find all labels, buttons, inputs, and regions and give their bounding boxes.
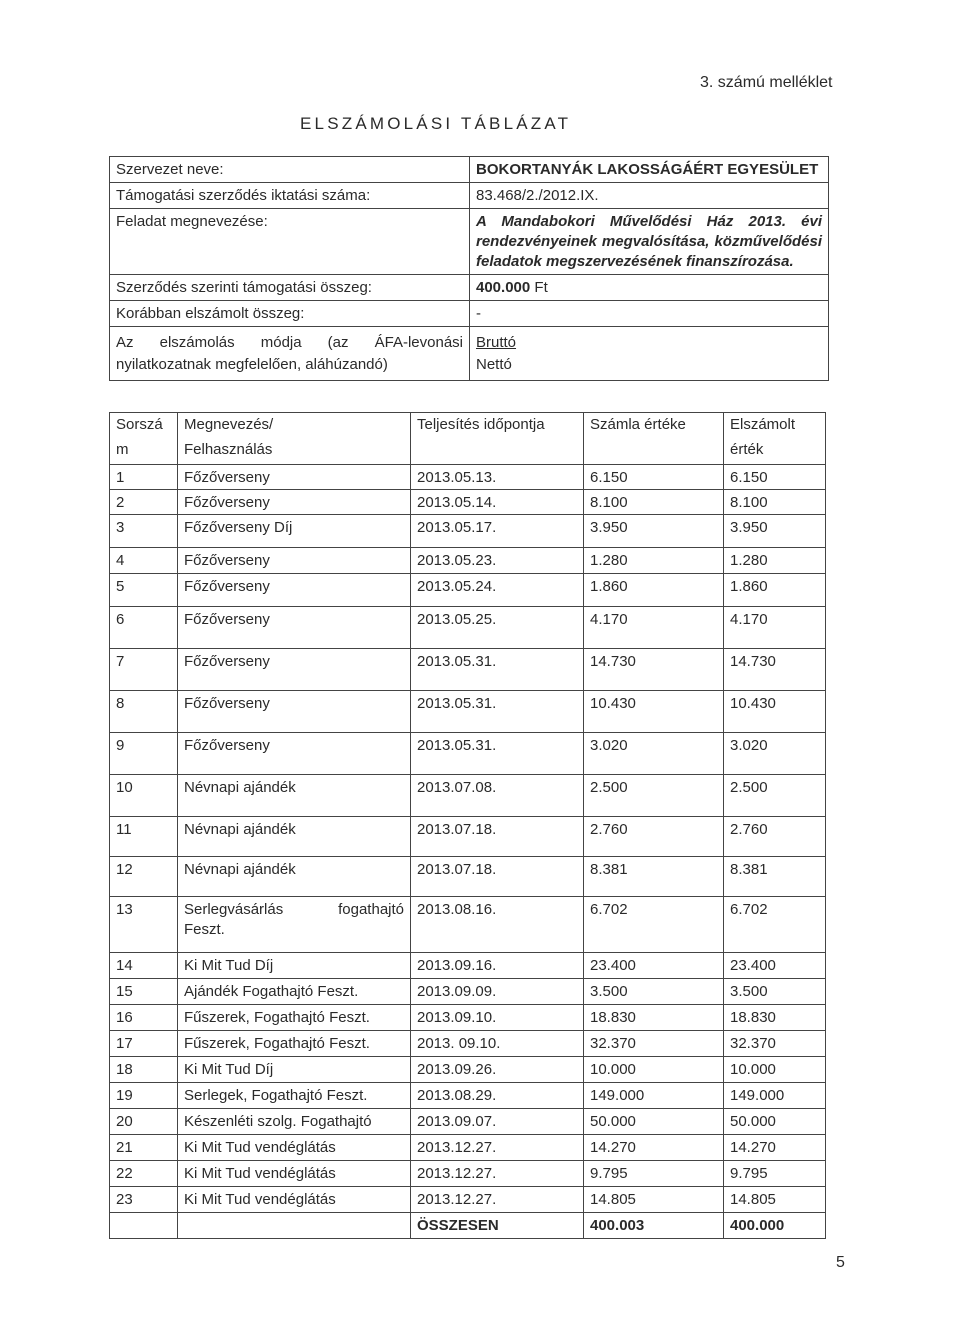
header-invoice: Számla értéke	[584, 413, 724, 465]
table-row	[110, 607, 826, 649]
row-settled-value: 8.381	[724, 857, 826, 897]
row-number: 18	[110, 1057, 178, 1083]
row-invoice-value: 14.805	[584, 1187, 724, 1213]
task-label: Feladat megnevezése:	[110, 209, 470, 275]
method-options	[470, 327, 829, 381]
row-description: Ki Mit Tud vendéglátás	[178, 1161, 411, 1187]
total-invoice: 400.003	[584, 1213, 724, 1239]
table-row	[110, 897, 826, 953]
total-label: ÖSSZESEN	[411, 1213, 584, 1239]
row-date: 2013.05.24.	[411, 574, 584, 607]
row-date: 2013.05.13.	[411, 465, 584, 490]
row-date: 2013.12.27.	[411, 1187, 584, 1213]
table-row	[110, 1161, 826, 1187]
table-row	[110, 979, 826, 1005]
method-label-line-1: Az elszámolás módja (az ÁFA-levonási	[116, 334, 463, 351]
page-number: 5	[836, 1254, 845, 1271]
header-number-line-2: m	[116, 441, 129, 458]
row-invoice-value: 2.760	[584, 817, 724, 857]
row-number: 22	[110, 1161, 178, 1187]
row-settled-value: 14.730	[724, 649, 826, 691]
row-settled-value: 3.500	[724, 979, 826, 1005]
total-row	[110, 1213, 826, 1239]
info-row-task	[110, 209, 829, 275]
row-number: 4	[110, 548, 178, 574]
table-row	[110, 1031, 826, 1057]
document-title: ELSZÁMOLÁSI TÁBLÁZAT	[300, 114, 572, 133]
table-row	[110, 1135, 826, 1161]
row-date: 2013.09.07.	[411, 1109, 584, 1135]
row-settled-value: 10.000	[724, 1057, 826, 1083]
table-row	[110, 817, 826, 857]
row-invoice-value: 10.000	[584, 1057, 724, 1083]
row-number: 2	[110, 490, 178, 515]
row-settled-value: 2.760	[724, 817, 826, 857]
task-line-3: feladatok megszervezésének finanszírozása.	[476, 253, 794, 270]
row-description-part-b: fogathajtó	[338, 901, 404, 918]
row-invoice-value: 10.430	[584, 691, 724, 733]
row-invoice-value: 4.170	[584, 607, 724, 649]
row-number: 19	[110, 1083, 178, 1109]
row-settled-value: 6.702	[724, 897, 826, 953]
row-number: 14	[110, 953, 178, 979]
row-invoice-value: 3.500	[584, 979, 724, 1005]
row-date: 2013.05.25.	[411, 607, 584, 649]
row-settled-value: 149.000	[724, 1083, 826, 1109]
row-invoice-value: 23.400	[584, 953, 724, 979]
row-date: 2013.09.16.	[411, 953, 584, 979]
row-settled-value: 32.370	[724, 1031, 826, 1057]
header-number	[110, 413, 178, 465]
row-date: 2013.05.23.	[411, 548, 584, 574]
table-row	[110, 490, 826, 515]
row-number: 6	[110, 607, 178, 649]
row-settled-value: 50.000	[724, 1109, 826, 1135]
row-invoice-value: 6.702	[584, 897, 724, 953]
header-settled-line-2: érték	[730, 441, 764, 458]
header-description-line-1: Megnevezés/	[184, 416, 274, 433]
row-date: 2013.07.18.	[411, 857, 584, 897]
row-settled-value: 9.795	[724, 1161, 826, 1187]
row-settled-value: 14.805	[724, 1187, 826, 1213]
contract-number-value: 83.468/2./2012.IX.	[470, 183, 829, 209]
row-description-line-2: Feszt.	[184, 921, 225, 938]
header-description	[178, 413, 411, 465]
row-description: Fűszerek, Fogathajtó Feszt.	[178, 1031, 411, 1057]
table-row	[110, 465, 826, 490]
row-invoice-value: 3.950	[584, 515, 724, 548]
table-row	[110, 1057, 826, 1083]
row-description: Főzőverseny Díj	[178, 515, 411, 548]
task-line-2: rendezvényeinek megvalósítása, közművelődési	[476, 233, 822, 250]
row-invoice-value: 8.381	[584, 857, 724, 897]
table-row	[110, 733, 826, 775]
method-label-line-2: nyilatkozatnak megfelelően, aláhúzandó)	[116, 356, 388, 373]
row-description: Névnapi ajándék	[178, 817, 411, 857]
amount-label: Szerződés szerinti támogatási összeg:	[110, 275, 470, 301]
row-description: Névnapi ajándék	[178, 857, 411, 897]
org-label: Szervezet neve:	[110, 157, 470, 183]
row-description: Fűszerek, Fogathajtó Feszt.	[178, 1005, 411, 1031]
header-number-line-1: Sorszá	[116, 416, 163, 433]
row-settled-value: 3.950	[724, 515, 826, 548]
row-invoice-value: 32.370	[584, 1031, 724, 1057]
row-description: Ki Mit Tud Díj	[178, 1057, 411, 1083]
row-description: Főzőverseny	[178, 691, 411, 733]
row-date: 2013.12.27.	[411, 1135, 584, 1161]
row-invoice-value: 1.860	[584, 574, 724, 607]
header-date: Teljesítés időpontja	[411, 413, 584, 465]
row-date: 2013.05.17.	[411, 515, 584, 548]
row-invoice-value: 149.000	[584, 1083, 724, 1109]
org-value: BOKORTANYÁK LAKOSSÁGÁÉRT EGYESÜLET	[470, 157, 829, 183]
row-number: 21	[110, 1135, 178, 1161]
row-description: Főzőverseny	[178, 649, 411, 691]
info-row-amount	[110, 275, 829, 301]
row-description-line-1	[184, 900, 404, 920]
row-description: Serlegek, Fogathajtó Feszt.	[178, 1083, 411, 1109]
row-description	[178, 897, 411, 953]
row-settled-value: 3.020	[724, 733, 826, 775]
info-row-organization	[110, 157, 829, 183]
row-description: Főzőverseny	[178, 574, 411, 607]
method-label	[110, 327, 470, 381]
table-row	[110, 1005, 826, 1031]
row-date: 2013.08.29.	[411, 1083, 584, 1109]
settlement-table	[109, 412, 826, 1239]
row-settled-value: 8.100	[724, 490, 826, 515]
task-value	[470, 209, 829, 275]
header-settled	[724, 413, 826, 465]
settlement-rows	[110, 465, 826, 1213]
row-settled-value: 4.170	[724, 607, 826, 649]
row-number: 11	[110, 817, 178, 857]
row-date: 2013.12.27.	[411, 1161, 584, 1187]
row-date: 2013.05.31.	[411, 733, 584, 775]
row-number: 15	[110, 979, 178, 1005]
row-date: 2013. 09.10.	[411, 1031, 584, 1057]
previous-label: Korábban elszámolt összeg:	[110, 301, 470, 327]
row-invoice-value: 50.000	[584, 1109, 724, 1135]
row-settled-value: 1.280	[724, 548, 826, 574]
row-date: 2013.07.08.	[411, 775, 584, 817]
row-settled-value: 14.270	[724, 1135, 826, 1161]
table-row	[110, 857, 826, 897]
table-row	[110, 574, 826, 607]
contract-number-label: Támogatási szerződés iktatási száma:	[110, 183, 470, 209]
row-number: 7	[110, 649, 178, 691]
header-description-line-2: Felhasználás	[184, 441, 273, 458]
row-description: Készenléti szolg. Fogathajtó	[178, 1109, 411, 1135]
info-row-contract-number	[110, 183, 829, 209]
row-settled-value: 18.830	[724, 1005, 826, 1031]
table-row	[110, 515, 826, 548]
row-description: Ki Mit Tud vendéglátás	[178, 1135, 411, 1161]
row-number: 13	[110, 897, 178, 953]
row-description: Főzőverseny	[178, 548, 411, 574]
task-line-1: A Mandabokori Művelődési Ház 2013. évi	[476, 213, 822, 230]
total-blank-1	[110, 1213, 178, 1239]
row-invoice-value: 14.270	[584, 1135, 724, 1161]
table-row	[110, 953, 826, 979]
row-settled-value: 10.430	[724, 691, 826, 733]
info-table	[109, 156, 829, 381]
row-description: Főzőverseny	[178, 490, 411, 515]
row-invoice-value: 3.020	[584, 733, 724, 775]
row-date: 2013.05.31.	[411, 649, 584, 691]
row-date: 2013.05.14.	[411, 490, 584, 515]
row-number: 23	[110, 1187, 178, 1213]
row-number: 5	[110, 574, 178, 607]
row-settled-value: 1.860	[724, 574, 826, 607]
table-row	[110, 775, 826, 817]
row-number: 16	[110, 1005, 178, 1031]
row-invoice-value: 1.280	[584, 548, 724, 574]
annex-label: 3. számú melléklet	[700, 74, 833, 91]
row-description: Ajándék Fogathajtó Feszt.	[178, 979, 411, 1005]
row-description: Főzőverseny	[178, 607, 411, 649]
row-settled-value: 2.500	[724, 775, 826, 817]
amount-unit: Ft	[534, 279, 548, 296]
table-row	[110, 1083, 826, 1109]
previous-value: -	[470, 301, 829, 327]
row-description-part-a: Serlegvásárlás	[184, 901, 284, 918]
row-settled-value: 6.150	[724, 465, 826, 490]
row-number: 8	[110, 691, 178, 733]
row-date: 2013.09.26.	[411, 1057, 584, 1083]
table-row	[110, 548, 826, 574]
row-description: Főzőverseny	[178, 465, 411, 490]
row-invoice-value: 18.830	[584, 1005, 724, 1031]
row-number: 17	[110, 1031, 178, 1057]
row-invoice-value: 14.730	[584, 649, 724, 691]
table-row	[110, 1187, 826, 1213]
info-row-previous	[110, 301, 829, 327]
row-description: Ki Mit Tud Díj	[178, 953, 411, 979]
table-row	[110, 649, 826, 691]
row-number: 20	[110, 1109, 178, 1135]
amount-number: 400.000	[476, 279, 531, 296]
settlement-header-row	[110, 413, 826, 465]
total-blank-2	[178, 1213, 411, 1239]
row-number: 1	[110, 465, 178, 490]
row-number: 9	[110, 733, 178, 775]
row-date: 2013.05.31.	[411, 691, 584, 733]
method-option-gross: Bruttó	[476, 334, 517, 351]
total-settled: 400.000	[724, 1213, 826, 1239]
row-number: 10	[110, 775, 178, 817]
row-date: 2013.09.09.	[411, 979, 584, 1005]
header-settled-line-1: Elszámolt	[730, 416, 796, 433]
row-date: 2013.07.18.	[411, 817, 584, 857]
table-row	[110, 1109, 826, 1135]
row-invoice-value: 2.500	[584, 775, 724, 817]
row-invoice-value: 9.795	[584, 1161, 724, 1187]
row-invoice-value: 6.150	[584, 465, 724, 490]
row-description: Névnapi ajándék	[178, 775, 411, 817]
row-description: Főzőverseny	[178, 733, 411, 775]
row-date: 2013.08.16.	[411, 897, 584, 953]
method-option-net: Nettó	[476, 356, 512, 373]
row-description: Ki Mit Tud vendéglátás	[178, 1187, 411, 1213]
info-row-method	[110, 327, 829, 381]
amount-value	[470, 275, 829, 301]
table-row	[110, 691, 826, 733]
row-invoice-value: 8.100	[584, 490, 724, 515]
row-date: 2013.09.10.	[411, 1005, 584, 1031]
row-settled-value: 23.400	[724, 953, 826, 979]
row-number: 12	[110, 857, 178, 897]
row-number: 3	[110, 515, 178, 548]
